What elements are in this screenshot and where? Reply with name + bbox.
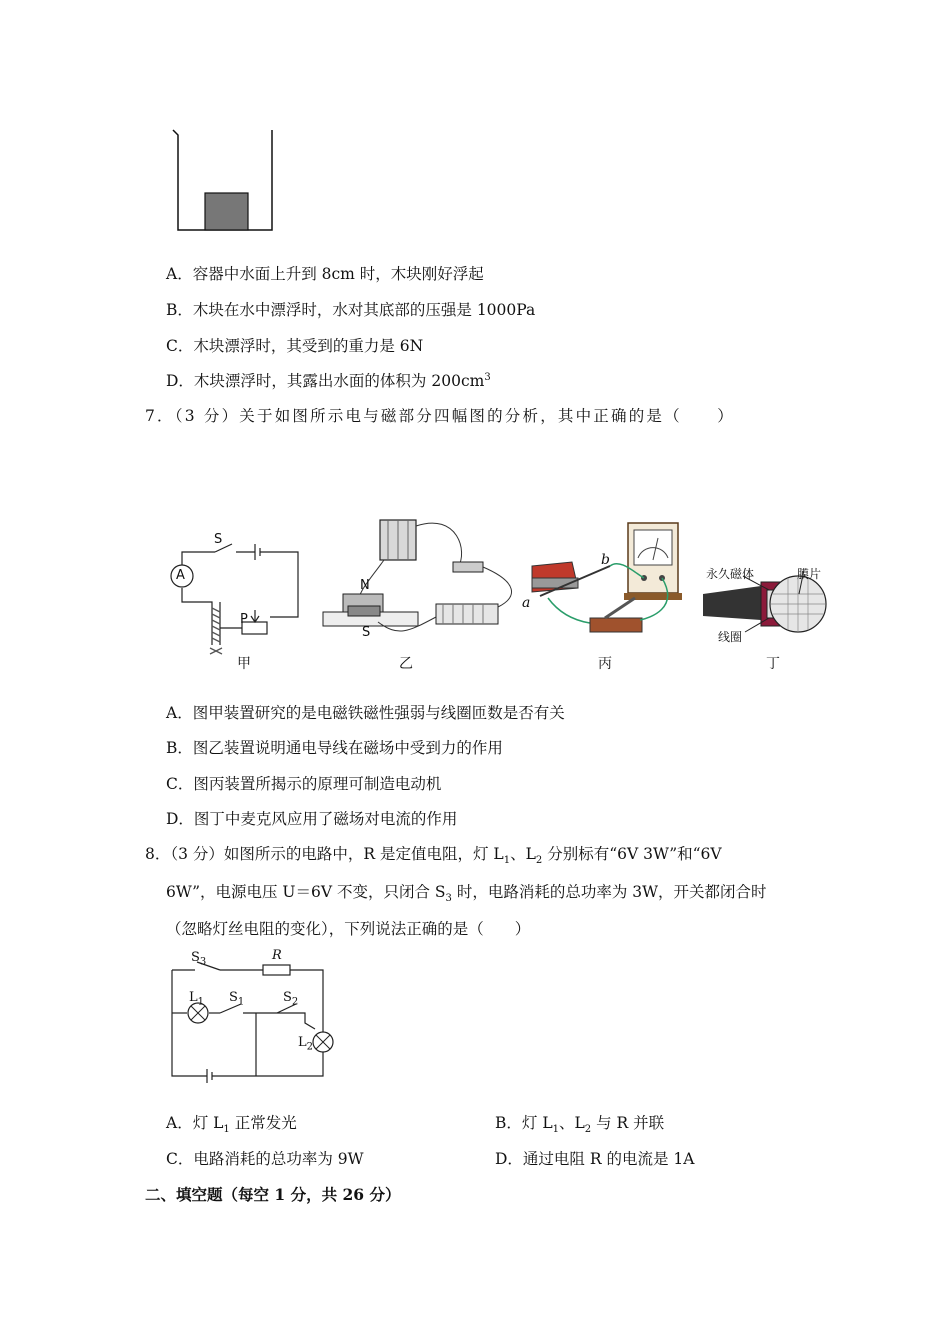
q7-stem: 7．（3 分）关于如图所示电与磁部分四幅图的分析，其中正确的是（ ） xyxy=(145,407,735,425)
q7-option-a: A．图甲装置研究的是电磁铁磁性强弱与线圈匝数是否有关 xyxy=(166,704,565,722)
circuit-s1-label: $S_1$ xyxy=(229,990,245,1008)
q6-option-c: C．木块漂浮时，其受到的重力是 6N xyxy=(166,337,424,355)
figure-jia-caption: 甲 xyxy=(237,656,251,672)
wood-block xyxy=(205,193,248,230)
pole-s-label: S xyxy=(362,625,371,640)
q8-stem-line1: 8．（3 分）如图所示的电路中，R 是定值电阻，灯 $L_1$、$L_2$ 分别标有“6V 3W”和“6V xyxy=(145,845,722,867)
circuit-l1-label: $L_1$ xyxy=(189,990,205,1008)
ammeter-label: A xyxy=(176,568,185,583)
circuit-l2-label: $L_2$ xyxy=(298,1035,314,1053)
q8-option-b: B．灯 $L_1$、$L_2$ 与 R 并联 xyxy=(495,1114,665,1136)
q7-option-c: C．图丙装置所揭示的原理可制造电动机 xyxy=(166,775,442,793)
q8-option-a: A．灯 $L_1$ 正常发光 xyxy=(166,1114,297,1136)
switch-s-label: S xyxy=(214,532,223,547)
q6-option-a: A．容器中水面上升到 8cm 时，木块刚好浮起 xyxy=(166,265,484,283)
pole-n-label: N xyxy=(360,578,370,593)
q8-stem-line3: （忽略灯丝电阻的变化），下列说法正确的是（ ） xyxy=(166,920,531,938)
wire-end-b-label: b xyxy=(601,552,610,568)
section2-title: 二、填空题（每空 1 分，共 26 分） xyxy=(145,1185,401,1204)
circuit-s3-label: $S_3$ xyxy=(191,950,207,968)
q6-option-d: D．木块漂浮时，其露出水面的体积为 $200cm^3$ xyxy=(166,371,491,390)
coil-label: 线圈 xyxy=(718,630,743,644)
figure-yi-caption: 乙 xyxy=(399,656,413,672)
q8-option-d: D．通过电阻 R 的电流是 1A xyxy=(495,1150,695,1168)
container-figure xyxy=(165,125,280,235)
diaphragm-label: 膜片 xyxy=(797,567,822,581)
q8-circuit xyxy=(165,955,340,1085)
wire-end-a-label: a xyxy=(522,595,531,611)
q7-option-b: B．图乙装置说明通电导线在磁场中受到力的作用 xyxy=(166,739,503,757)
figure-jia xyxy=(160,530,310,670)
figure-yi xyxy=(318,512,523,652)
figure-bing-caption: 丙 xyxy=(598,656,612,672)
figure-ding-caption: 丁 xyxy=(766,656,780,672)
circuit-s2-label: $S_2$ xyxy=(283,990,299,1008)
slider-p-label: P xyxy=(240,612,248,627)
q8-stem-line2: 6W”，电源电压 U＝6V 不变，只闭合 $S_3$ 时，电路消耗的总功率为 3W，开关都闭合时 xyxy=(166,883,767,905)
q6-option-b: B．木块在水中漂浮时，水对其底部的压强是 1000Pa xyxy=(166,301,536,319)
q7-option-d: D．图丁中麦克风应用了磁场对电流的作用 xyxy=(166,810,458,828)
circuit-r-label: R xyxy=(272,948,282,963)
figure-bing xyxy=(520,518,700,653)
permanent-magnet-label: 永久磁体 xyxy=(706,567,755,581)
q8-option-c: C．电路消耗的总功率为 9W xyxy=(166,1150,364,1168)
